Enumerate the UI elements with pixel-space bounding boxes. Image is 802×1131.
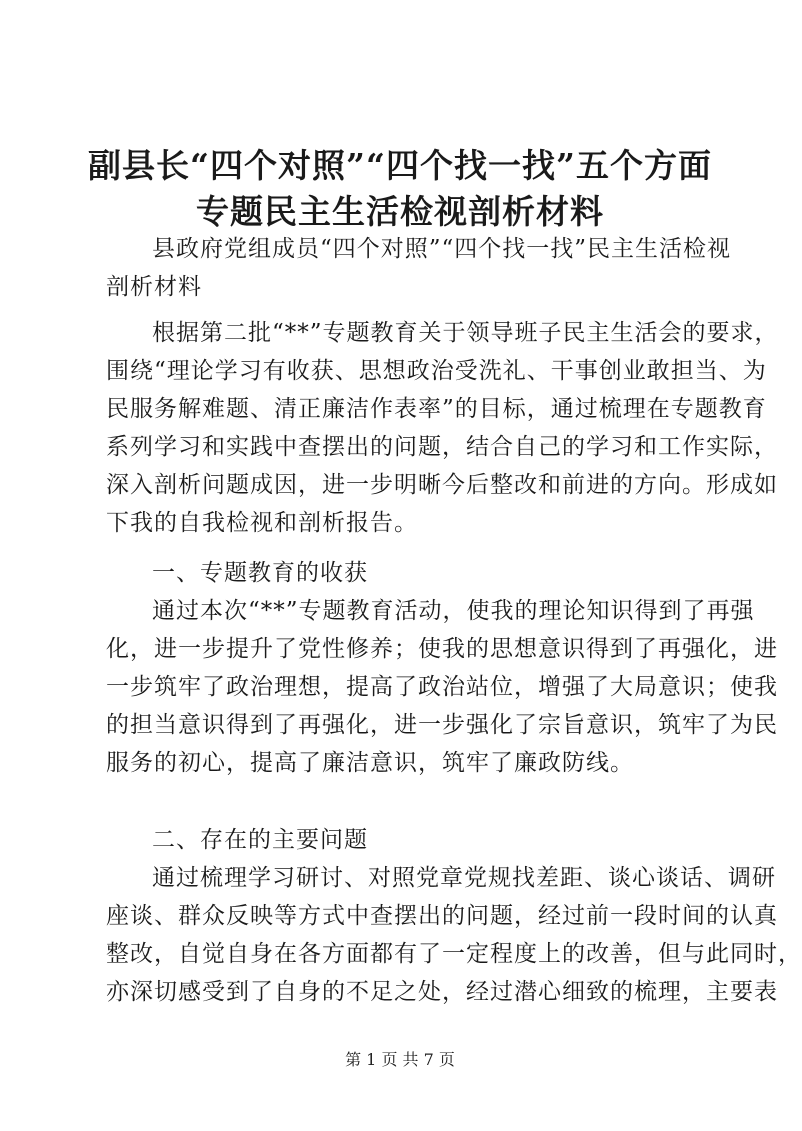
paragraph-line: 县政府党组成员“四个对照”“四个找一找”民主生活检视 xyxy=(152,236,732,262)
section-heading-text: 一、专题教育的收获 xyxy=(152,560,368,586)
paragraph-problems xyxy=(106,859,802,1011)
paragraph-intro xyxy=(106,314,779,542)
paragraph-line: 深入剖析问题成因，进一步明晰今后整改和前进的方向。形成如 xyxy=(106,472,778,498)
paragraph-line: 服务的初心，提高了廉洁意识，筑牢了廉政防线。 xyxy=(106,750,634,776)
paragraph-line: 剖析材料 xyxy=(106,274,202,300)
document-title-line-2: 专题民主生活检视剖析材料 xyxy=(196,192,604,231)
section-heading-1 xyxy=(106,554,706,592)
paragraph-line: 下我的自我检视和剖析报告。 xyxy=(106,510,418,536)
page-number-footer: 第 1 页 共 7 页 xyxy=(345,1050,455,1069)
paragraph-line: 化，进一步提升了党性修养；使我的思想意识得到了再强化，进 xyxy=(106,636,778,662)
paragraph-subtitle xyxy=(106,230,732,306)
paragraph-line: 整改，自觉自身在各方面都有了一定程度上的改善，但与此同时， xyxy=(106,941,802,967)
document-title-line-1: 副县长“四个对照”“四个找一找”五个方面 xyxy=(88,146,712,185)
paragraph-line: 民服务解难题、清正廉洁作表率”的目标，通过梳理在专题教育 xyxy=(106,396,767,422)
paragraph-line: 通过本次“**”专题教育活动，使我的理论知识得到了再强 xyxy=(152,598,755,624)
paragraph-line: 通过梳理学习研讨、对照党章党规找差距、谈心谈话、调研 xyxy=(152,865,776,891)
section-heading-text: 二、存在的主要问题 xyxy=(152,827,368,853)
paragraph-line: 一步筑牢了政治理想，提高了政治站位，增强了大局意识；使我 xyxy=(106,674,778,700)
paragraph-gains xyxy=(106,592,778,782)
paragraph-line: 系列学习和实践中查摆出的问题，结合自己的学习和工作实际， xyxy=(106,434,778,460)
paragraph-line: 座谈、群众反映等方式中查摆出的问题，经过前一段时间的认真 xyxy=(106,903,778,929)
paragraph-line: 根据第二批“**”专题教育关于领导班子民主生活会的要求， xyxy=(152,320,779,346)
paragraph-line: 亦深切感受到了自身的不足之处，经过潜心细致的梳理，主要表 xyxy=(106,979,778,1005)
paragraph-line: 围绕“理论学习有收获、思想政治受洗礼、干事创业敢担当、为 xyxy=(106,358,767,384)
paragraph-line: 的担当意识得到了再强化，进一步强化了宗旨意识，筑牢了为民 xyxy=(106,712,778,738)
section-heading-2 xyxy=(106,821,706,859)
